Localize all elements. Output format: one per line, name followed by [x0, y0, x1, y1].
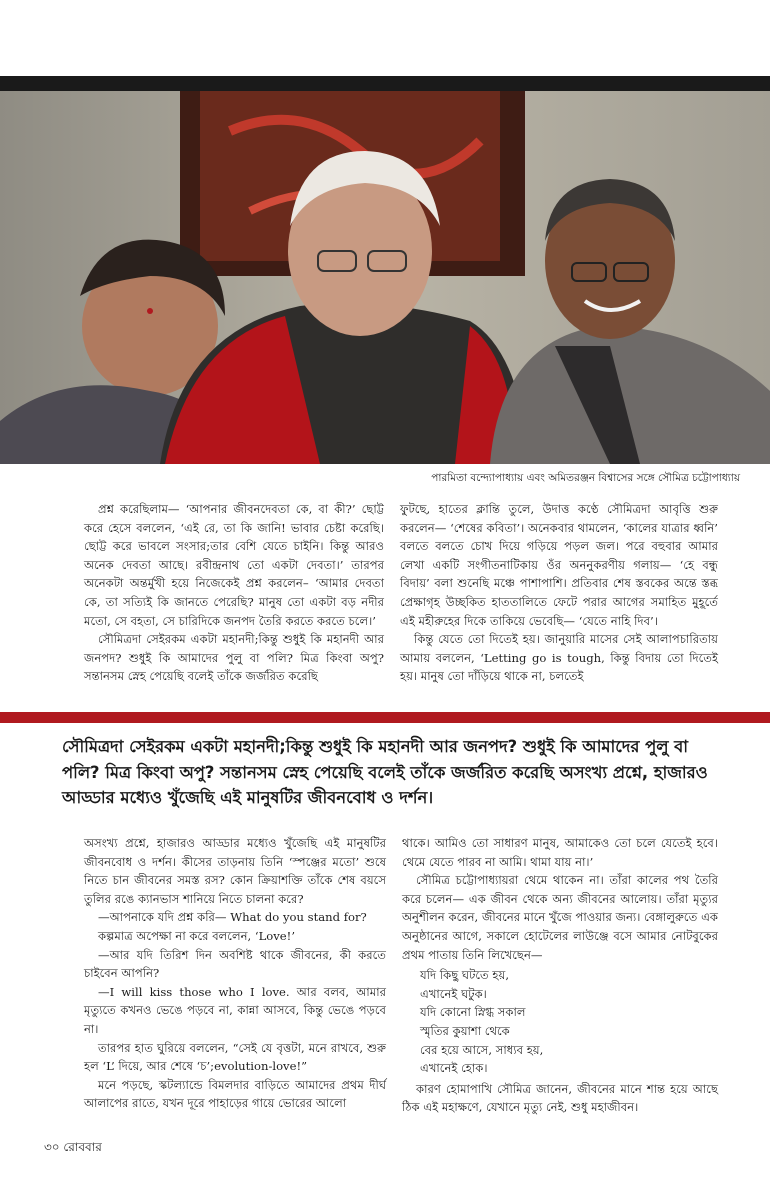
poem — [420, 966, 718, 1078]
paragraph: কিন্তু যেতে তো দিতেই হয়। জানুয়ারি মাসের সেই আলাপচারিতায় আমায় বললেন, ‘Letting go is tough, কিন্তু বিদায় তো দিতেই হয়। মানুষ তো দাঁড়িয়ে থাকে না, চলতেই — [400, 632, 718, 684]
upper-right-column — [400, 500, 718, 686]
paragraph: কারণ হোমাপাখি সৌমিত্র জানেন, জীবনের মানে শান্ত হয়ে আছে ঠিক এই মহাক্ষণে, যেখানে মৃত্যু নেই, শুধু মহাজীবন। — [402, 1081, 718, 1115]
paragraph: সৌমিত্রদা সেইরকম একটা মহানদী;কিন্তু শুধুই কি মহানদী আর জনপদ? শুধুই কি আমাদের পুলু বা পলি? মিত্র কিংবা অপু? সন্তানসম স্নেহ পেয়েছি বলেই তাঁকে জর্জরিত করেছি — [84, 632, 384, 684]
photo-caption: পারমিতা বন্দ্যোপাধ্যায় এবং অমিতরঞ্জন বিশ্বাসের সঙ্গে সৌমিত্র চট্টোপাধ্যায় — [431, 472, 740, 484]
poem-line: এখানেই হোক। — [420, 1061, 488, 1076]
poem-line: স্মৃতির কুয়াশা থেকে — [420, 1023, 510, 1038]
top-black-bar — [0, 76, 770, 91]
poem-line: যদি কোনো স্নিগ্ধ সকাল — [420, 1005, 526, 1020]
paragraph: ফুটছে, হাতের ক্লান্তি তুলে, উদাত্ত কণ্ঠে সৌমিত্রদা আবৃত্তি শুরু করলেন— ‘শেষের কবিতা’। অনেকবার থামলেন, ‘কালের যাত্রার ধ্বনি’ বলতে বলতে চোখ দিয়ে গড়িয়ে পড়ল জল। পরে বহুবার আমার লেখা একটি সংগীতনাটিকায় ওঁর অননুকরণীয় গলায়— ‘হে বন্ধু বিদায়’ বলা শুনেছি মঞ্চে পাশাপাশি। প্রতিবার শেষ স্তবকের অন্তে স্তব্ধ প্রেক্ষাগৃহ উচ্ছকিত হাততালিতে ফেটে পরার আগের সমাহিত মুহূর্তে এই মহীরুহের দিকে তাকিয়ে ভেবেছি— ‘যেতে নাহি দিব’। — [400, 502, 718, 628]
feature-photo — [0, 91, 770, 464]
paragraph: কল্পমাত্র অপেক্ষা না করে বললেন, ‘Love!’ — [98, 928, 295, 943]
paragraph: —আর যদি তিরিশ দিন অবশিষ্ট থাকে জীবনের, কী করতে চাইবেন আপনি? — [84, 947, 386, 981]
poem-line: বের হয়ে আসে, সাধ্যব হয়, — [420, 1042, 544, 1057]
paragraph: —I will kiss those who I love. আর বলব, আমার মৃত্যুতে কখনও ভেঙে পড়বে না, কান্না আসবে, কিন্তু ভেঙে পড়বে না। — [84, 984, 386, 1036]
lower-left-column — [84, 834, 386, 1113]
poem-line: যদি কিছু ঘটতে হয়, — [420, 968, 510, 983]
red-divider-bar — [0, 712, 770, 723]
paragraph: সৌমিত্র চট্টোপাধ্যায়রা থেমে থাকেন না। তাঁরা কালের পথ তৈরি করে চলেন— এক জীবন থেকে অন্য জীবনের আলোয়। তাঁরা মৃত্যুর অনুশীলন করেন, জীবনের মানে খুঁজে পাওয়ার জন্য। বেঙ্গালুরুতে এক অনুষ্ঠানের আগে, সকালে হোটেলের লাউঞ্জে বসে আমার নোটবুকের প্রথম পাতায় তিনি লিখেছেন— — [402, 873, 718, 962]
paragraph: তারপর হাত ঘুরিয়ে বললেন, “সেই যে বৃত্তটা, মনে রাখবে, শুরু হল ‘L’ দিয়ে, আর শেষে ‘চ’;evolution-love!” — [84, 1040, 386, 1074]
pull-quote: সৌমিত্রদা সেইরকম একটা মহানদী;কিন্তু শুধুই কি মহানদী আর জনপদ? শুধুই কি আমাদের পুলু বা পলি? মিত্র কিংবা অপু? সন্তানসম স্নেহ পেয়েছি বলেই তাঁকে জর্জরিত করেছি অসংখ্য প্রশ্নে, হাজারও আড্ডার মধ্যেও খুঁজেছি এই মানুষটির জীবনবোধ ও দর্শন। — [62, 737, 708, 807]
paragraph: থাকে। আমিও তো সাধারণ মানুষ, আমাকেও তো চলে যেতেই হবে। থেমে যেতে পারব না আমি। থামা যায় না।’ — [402, 836, 718, 869]
paragraph: অসংখ্য প্রশ্নে, হাজারও আড্ডার মধ্যেও খুঁজেছি এই মানুষটির জীবনবোধ ও দর্শন। কীসের তাড়নায় তিনি ‘স্পঞ্জের মতো’ শুষে নিতে চান জীবনের সমস্ত রস? কোন ক্রিয়াশক্তি তাঁকে শেষ বয়সে তুলির রঙে ক্যানভাস শানিয়ে নিতে চালনা করে? — [84, 836, 386, 906]
lower-right-column — [402, 834, 718, 1117]
paragraph: প্রশ্ন করেছিলাম— ‘আপনার জীবনদেবতা কে, বা কী?’ ছোট্ট করে হেসে বললেন, ‘এই রে, তা কি জানি! ভাবার চেষ্টা করেছি। ছোট্ট করে ভাবলে সংসার;তার বেশি যেতে চাইনি। কিন্তু আরও অনেক দেবতা আছে। রবীন্দ্রনাথ তো একটা দেবতা।’ তারপর অনেকটা অন্তর্মুখী হয়ে নিজেকেই প্রশ্ন করলেন– ‘আমার দেবতা কে, তা সত্যিই কি জানতে পেরেছি? মানুষ তো একটা বড় নদীর মতো, সে বহতা, সে চারিদিকে জনপদ তৈরি করতে করতে চলে।’ — [84, 502, 384, 628]
page-footer: ৩০ রোববার — [44, 1140, 102, 1154]
paragraph: মনে পড়ছে, স্কটল্যান্ডে বিমলদার বাড়িতে আমাদের প্রথম দীর্ঘ আলাপের রাতে, যখন দূরে পাহাড়ের গায়ে ভোরের আলো — [84, 1077, 386, 1111]
paragraph: —আপনাকে যদি প্রশ্ন করি— What do you stand for? — [98, 910, 367, 925]
upper-left-column — [84, 500, 384, 686]
poem-line: এখানেই ঘটুক। — [420, 986, 487, 1001]
